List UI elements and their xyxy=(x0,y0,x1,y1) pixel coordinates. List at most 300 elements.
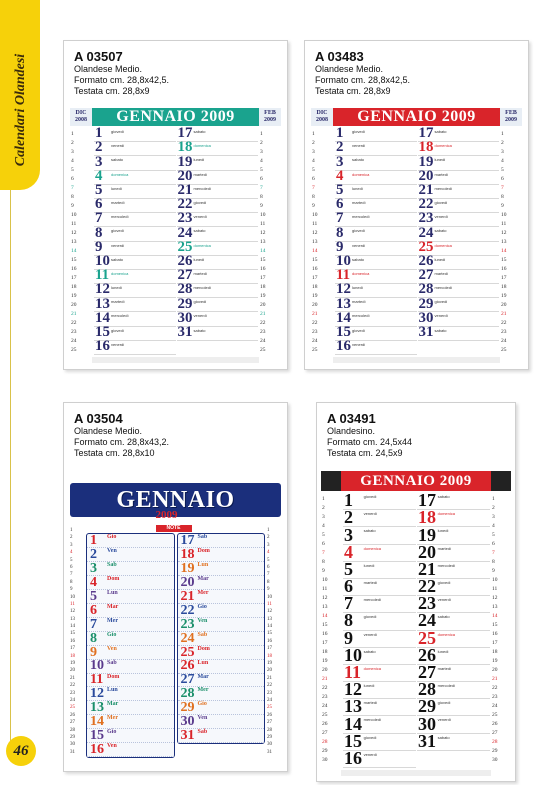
day-number: 6 xyxy=(95,196,103,213)
mini-day: 13 xyxy=(70,616,75,622)
mini-day: 5 xyxy=(501,167,504,173)
product-card-a03504[interactable] xyxy=(63,402,288,772)
day-cell xyxy=(94,182,176,199)
mini-day: 4 xyxy=(322,523,325,529)
calendar-footer xyxy=(341,770,491,776)
mini-day: 23 xyxy=(492,694,498,700)
weekday-name: sabato xyxy=(352,256,365,262)
day-number: 15 xyxy=(344,730,363,751)
mini-day: 3 xyxy=(492,514,495,520)
weekday-name: domenica xyxy=(363,545,381,551)
mini-day: 24 xyxy=(312,338,318,344)
weekday-name: Mer xyxy=(107,617,118,624)
mini-day: 10 xyxy=(70,594,75,600)
weekday-name: sabato xyxy=(363,528,376,534)
day-number: 16 xyxy=(344,747,363,768)
weekday-name: Mar xyxy=(107,603,119,610)
day-number: 31 xyxy=(418,730,437,751)
mini-day: 25 xyxy=(260,347,266,353)
mini-day: 14 xyxy=(492,613,498,619)
day-number: 24 xyxy=(418,224,434,241)
day-cell xyxy=(343,593,416,614)
mini-day: 30 xyxy=(322,757,328,763)
weekday-name: lunedì xyxy=(363,683,375,689)
mini-day: 19 xyxy=(322,658,328,664)
day-number: 13 xyxy=(336,295,351,312)
weekday-name: Mer xyxy=(197,687,209,694)
weekday-name: mercoledì xyxy=(437,562,456,568)
mini-day: 2 xyxy=(260,140,263,146)
mini-day: 29 xyxy=(492,748,498,754)
month-label: DIC xyxy=(316,110,328,116)
mini-day: 19 xyxy=(501,293,507,299)
mini-day: 1 xyxy=(70,528,73,533)
day-number: 7 xyxy=(344,593,354,614)
day-number: 31 xyxy=(418,323,434,340)
day-number: 2 xyxy=(90,545,98,562)
mini-day: 2 xyxy=(71,140,74,146)
month-title: GENNAIO xyxy=(116,486,235,513)
day-cell xyxy=(87,615,174,632)
weekday-name: Ven xyxy=(107,743,117,750)
mini-day: 23 xyxy=(501,329,507,335)
mini-day: 15 xyxy=(70,631,75,637)
mini-day: 4 xyxy=(267,550,270,556)
month-label: DIC xyxy=(75,110,87,116)
day-number: 19 xyxy=(418,153,434,170)
day-number: 30 xyxy=(418,309,434,326)
mini-day: 23 xyxy=(312,329,318,335)
mini-day: 22 xyxy=(260,320,266,326)
day-number: 21 xyxy=(177,182,193,199)
mini-day: 16 xyxy=(322,631,328,637)
product-line-3: Testata cm. 28,8x10 xyxy=(74,448,155,458)
weekday-name: sabato xyxy=(111,157,124,163)
day-cell xyxy=(177,323,259,341)
weekday-name: giovedì xyxy=(437,579,451,585)
sidebar-rule xyxy=(10,190,11,750)
weekday-name: sabato xyxy=(193,228,206,234)
mini-day: 26 xyxy=(267,712,272,718)
mini-day: 22 xyxy=(492,685,498,691)
day-number: 22 xyxy=(418,576,437,597)
weekday-name: domenica xyxy=(352,171,370,177)
mini-day: 20 xyxy=(312,302,318,308)
next-month-box xyxy=(259,108,281,126)
mini-day: 5 xyxy=(260,167,263,173)
mini-day: 15 xyxy=(322,622,328,628)
calendar-image xyxy=(70,483,281,766)
mini-day: 17 xyxy=(267,646,272,652)
year-label: 2009 xyxy=(264,117,276,123)
product-line-1: Olandesino. xyxy=(327,426,376,436)
weekday-name: Dom xyxy=(197,645,210,652)
mini-day: 8 xyxy=(312,194,315,200)
day-number: 24 xyxy=(418,610,437,631)
weekday-name: lunedì xyxy=(352,185,363,191)
mini-day: 18 xyxy=(71,284,77,290)
day-number: 18 xyxy=(418,139,434,156)
weekday-name: Sab xyxy=(107,561,117,568)
day-cell xyxy=(94,139,176,156)
left-mini-month xyxy=(312,130,332,355)
mini-day: 5 xyxy=(71,167,74,173)
mini-day: 6 xyxy=(322,541,325,547)
day-number: 30 xyxy=(177,309,193,326)
mini-day: 22 xyxy=(312,320,318,326)
weekday-name: giovedì xyxy=(352,327,365,333)
mini-day: 21 xyxy=(71,311,77,317)
day-cell xyxy=(343,541,416,562)
day-cell xyxy=(87,531,174,548)
mini-day: 9 xyxy=(501,203,504,209)
weekday-name: sabato xyxy=(437,494,450,499)
day-number: 20 xyxy=(180,573,195,590)
mini-day: 21 xyxy=(267,675,272,681)
mini-day: 12 xyxy=(260,230,266,236)
mini-day: 7 xyxy=(312,185,315,191)
product-line-3: Testata cm. 28,8x9 xyxy=(315,86,391,96)
days-column-2 xyxy=(418,125,500,341)
day-cell xyxy=(418,323,500,341)
weekday-name: giovedì xyxy=(193,299,207,305)
weekday-name: martedì xyxy=(434,171,449,177)
weekday-name: domenica xyxy=(193,143,211,149)
mini-day: 12 xyxy=(492,595,498,601)
weekday-name: sabato xyxy=(111,256,124,262)
mini-day: 1 xyxy=(267,528,270,533)
day-number: 17 xyxy=(418,490,437,511)
weekday-name: mercoledì xyxy=(352,214,370,220)
mini-day: 4 xyxy=(70,550,73,556)
mini-day: 8 xyxy=(492,559,495,565)
mini-day: 3 xyxy=(501,149,504,155)
weekday-name: venerdì xyxy=(352,242,366,248)
days-column-2 xyxy=(417,490,490,751)
day-number: 11 xyxy=(95,267,110,284)
day-number: 21 xyxy=(418,558,437,579)
weekday-name: Mar xyxy=(197,575,209,582)
day-number: 25 xyxy=(177,238,193,255)
product-card-a03507[interactable] xyxy=(63,40,288,370)
mini-day: 8 xyxy=(501,194,504,200)
mini-day: 27 xyxy=(322,730,328,736)
mini-day: 25 xyxy=(70,705,75,711)
day-number: 4 xyxy=(90,573,98,590)
day-number: 29 xyxy=(418,696,437,717)
weekday-name: lunedì xyxy=(352,285,363,291)
weekday-name: Sab xyxy=(197,631,208,638)
mini-day: 23 xyxy=(267,690,272,696)
mini-day: 16 xyxy=(501,266,507,272)
mini-day: 26 xyxy=(322,721,328,727)
mini-day: 20 xyxy=(501,302,507,308)
weekday-name: venerdì xyxy=(434,313,448,319)
weekday-name: giovedì xyxy=(111,129,124,134)
day-cell xyxy=(335,224,417,241)
mini-day: 10 xyxy=(312,212,318,218)
mini-day: 6 xyxy=(260,176,263,182)
mini-day: 26 xyxy=(492,721,498,727)
mini-day: 9 xyxy=(70,587,73,593)
mini-day: 24 xyxy=(492,703,498,709)
day-cell xyxy=(343,576,416,597)
day-cell xyxy=(94,196,176,213)
day-cell xyxy=(87,601,174,618)
mini-day: 16 xyxy=(267,638,272,644)
mini-day: 11 xyxy=(501,221,507,227)
day-number: 25 xyxy=(418,627,437,648)
weekday-name: Lun xyxy=(197,659,209,666)
mini-day: 14 xyxy=(70,624,75,630)
weekday-name: giovedì xyxy=(434,199,448,205)
days-column-1 xyxy=(335,125,417,355)
days-column-1 xyxy=(343,490,416,768)
weekday-name: domenica xyxy=(193,242,211,248)
mini-day: 9 xyxy=(492,568,495,574)
day-number: 12 xyxy=(344,679,363,700)
day-number: 4 xyxy=(336,167,344,184)
mini-day: 22 xyxy=(267,683,272,689)
mini-day: 22 xyxy=(322,685,328,691)
left-mini-month xyxy=(322,495,340,765)
product-line-2: Formato cm. 28,8x42,5. xyxy=(315,75,411,85)
day-number: 20 xyxy=(177,167,193,184)
day-number: 28 xyxy=(418,679,437,700)
mini-day: 15 xyxy=(492,622,498,628)
weekday-name: lunedì xyxy=(434,157,446,163)
mini-day: 24 xyxy=(501,338,507,344)
right-logo-box xyxy=(491,471,511,491)
day-number: 27 xyxy=(180,671,195,688)
day-cell xyxy=(335,196,417,213)
mini-day: 15 xyxy=(501,257,507,263)
mini-day: 13 xyxy=(492,604,498,610)
sidebar xyxy=(0,0,40,785)
weekday-name: martedì xyxy=(437,665,452,671)
product-line-3: Testata cm. 28,8x9 xyxy=(74,86,150,96)
mini-day: 19 xyxy=(260,293,266,299)
mini-day: 4 xyxy=(260,158,263,164)
mini-day: 6 xyxy=(501,176,504,182)
day-number: 14 xyxy=(95,309,110,326)
mini-day: 17 xyxy=(260,275,266,281)
day-number: 26 xyxy=(418,252,434,269)
day-number: 12 xyxy=(95,281,110,298)
mini-day: 24 xyxy=(70,697,75,703)
day-number: 7 xyxy=(95,210,103,227)
day-cell xyxy=(335,182,417,199)
day-cell xyxy=(87,743,174,757)
mini-day: 20 xyxy=(492,667,498,673)
mini-day: 25 xyxy=(71,347,77,353)
mini-day: 29 xyxy=(267,734,272,740)
mini-day: 14 xyxy=(501,248,507,254)
weekday-name: lunedì xyxy=(437,528,449,534)
day-number: 26 xyxy=(418,644,437,665)
mini-day: 14 xyxy=(267,624,272,630)
day-number: 5 xyxy=(95,182,103,199)
day-number: 29 xyxy=(177,295,193,312)
product-card-a03491[interactable] xyxy=(316,402,516,782)
weekday-name: giovedì xyxy=(363,614,377,620)
mini-day: 5 xyxy=(267,557,270,563)
day-number: 9 xyxy=(95,238,103,255)
page-number: 46 xyxy=(6,736,36,766)
weekday-name: sabato xyxy=(193,129,206,134)
mini-day: 24 xyxy=(260,338,266,344)
product-code: A 03504 xyxy=(74,411,123,426)
day-number: 19 xyxy=(177,153,193,170)
weekday-name: Ven xyxy=(107,645,117,652)
weekday-name: venerdì xyxy=(437,717,451,723)
month-label: FEB xyxy=(505,110,517,116)
weekday-name: venerdì xyxy=(437,597,451,603)
mini-day: 3 xyxy=(267,542,270,548)
mini-day: 4 xyxy=(312,158,315,164)
days-column-2 xyxy=(177,125,259,341)
weekday-name: Dom xyxy=(107,673,120,680)
mini-day: 6 xyxy=(312,176,315,182)
day-number: 24 xyxy=(180,629,195,646)
day-number: 4 xyxy=(95,167,103,184)
product-line-1: Olandese Medio. xyxy=(315,64,384,74)
weekday-name: sabato xyxy=(434,327,447,333)
mini-day: 21 xyxy=(492,676,498,682)
mini-day: 24 xyxy=(71,338,77,344)
weekday-name: martedì xyxy=(352,199,366,205)
weekday-name: venerdì xyxy=(363,631,377,637)
day-number: 8 xyxy=(90,629,98,646)
mini-day: 3 xyxy=(312,149,315,155)
mini-day: 2 xyxy=(492,505,495,511)
weekday-name: Lun xyxy=(197,561,209,568)
mini-day: 18 xyxy=(260,284,266,290)
day-cell xyxy=(94,153,176,170)
weekday-name: Dom xyxy=(197,547,210,554)
mini-day: 21 xyxy=(70,675,75,681)
right-mini-month xyxy=(492,495,510,765)
day-cell xyxy=(417,730,490,751)
mini-day: 25 xyxy=(267,705,272,711)
mini-day: 25 xyxy=(322,712,328,718)
day-number: 5 xyxy=(336,182,344,199)
mini-day: 9 xyxy=(260,203,263,209)
day-cell xyxy=(87,545,174,562)
weekday-name: giovedì xyxy=(352,228,365,234)
mini-day: 27 xyxy=(70,720,75,726)
notes-label: NOTE xyxy=(156,525,192,532)
mini-day: 18 xyxy=(267,653,272,659)
mini-day: 12 xyxy=(70,609,75,615)
day-number: 5 xyxy=(344,558,354,579)
mini-day: 6 xyxy=(267,564,270,570)
weekday-name: Mar xyxy=(107,701,119,708)
weekday-name: venerdì xyxy=(111,242,125,248)
day-number: 7 xyxy=(336,210,344,227)
mini-day: 10 xyxy=(501,212,507,218)
mini-day: 18 xyxy=(322,649,328,655)
mini-day: 23 xyxy=(260,329,266,335)
day-number: 14 xyxy=(336,309,351,326)
weekday-name: venerdì xyxy=(193,313,207,319)
product-card-a03483[interactable] xyxy=(304,40,529,370)
day-number: 23 xyxy=(180,615,195,632)
left-mini-month xyxy=(71,130,91,355)
day-cell xyxy=(87,573,174,590)
mini-day: 13 xyxy=(312,239,318,245)
day-number: 6 xyxy=(336,196,344,213)
day-number: 10 xyxy=(344,644,363,665)
weekday-name: venerdì xyxy=(434,214,448,220)
prev-month-box xyxy=(311,108,333,126)
day-number: 20 xyxy=(418,167,434,184)
day-cell xyxy=(343,524,416,545)
prev-month-box xyxy=(70,108,92,126)
mini-day: 2 xyxy=(312,140,315,146)
mini-day: 23 xyxy=(70,690,75,696)
day-number: 25 xyxy=(418,238,434,255)
weekday-name: domenica xyxy=(437,511,455,517)
mini-day: 5 xyxy=(70,557,73,563)
weekday-name: Gio xyxy=(197,701,207,708)
day-number: 28 xyxy=(177,281,193,298)
weekday-name: Mar xyxy=(197,673,209,680)
weekday-name: mercoledì xyxy=(363,717,382,723)
weekday-name: lunedì xyxy=(193,157,205,163)
product-line-2: Formato cm. 24,5x44 xyxy=(327,437,413,447)
mini-day: 30 xyxy=(267,742,272,748)
mini-day: 10 xyxy=(71,212,77,218)
mini-day: 12 xyxy=(267,609,272,615)
weekday-name: venerdì xyxy=(111,143,125,149)
weekday-name: lunedì xyxy=(437,648,449,654)
weekday-name: sabato xyxy=(437,614,450,620)
mini-day: 27 xyxy=(492,730,498,736)
day-number: 29 xyxy=(418,295,434,312)
weekday-name: mercoledì xyxy=(111,214,129,220)
weekday-name: giovedì xyxy=(363,494,377,499)
mini-day: 4 xyxy=(501,158,504,164)
mini-day: 16 xyxy=(492,631,498,637)
day-cell xyxy=(335,167,417,185)
day-cell xyxy=(343,610,416,631)
mini-day: 23 xyxy=(322,694,328,700)
weekday-name: mercoledì xyxy=(437,683,456,689)
day-number: 6 xyxy=(344,576,354,597)
section-title xyxy=(4,40,38,180)
month-banner: GENNAIO 2009 xyxy=(333,108,500,126)
weekday-name: martedì xyxy=(363,700,378,706)
day-number: 10 xyxy=(90,657,105,674)
weekday-name: martedì xyxy=(352,299,366,305)
weekday-name: giovedì xyxy=(111,327,124,333)
day-number: 13 xyxy=(344,696,363,717)
mini-day: 2 xyxy=(501,140,504,146)
day-number: 30 xyxy=(418,713,437,734)
day-number: 11 xyxy=(344,662,362,683)
mini-day: 9 xyxy=(312,203,315,209)
day-number: 18 xyxy=(177,139,193,156)
mini-day: 10 xyxy=(322,577,328,583)
mini-day: 3 xyxy=(70,542,73,548)
mini-day: 3 xyxy=(260,149,263,155)
weekday-name: lunedì xyxy=(111,185,122,191)
mini-day: 30 xyxy=(492,757,498,763)
calendar-footer xyxy=(92,357,259,363)
day-cell xyxy=(335,139,417,156)
mini-day: 10 xyxy=(260,212,266,218)
